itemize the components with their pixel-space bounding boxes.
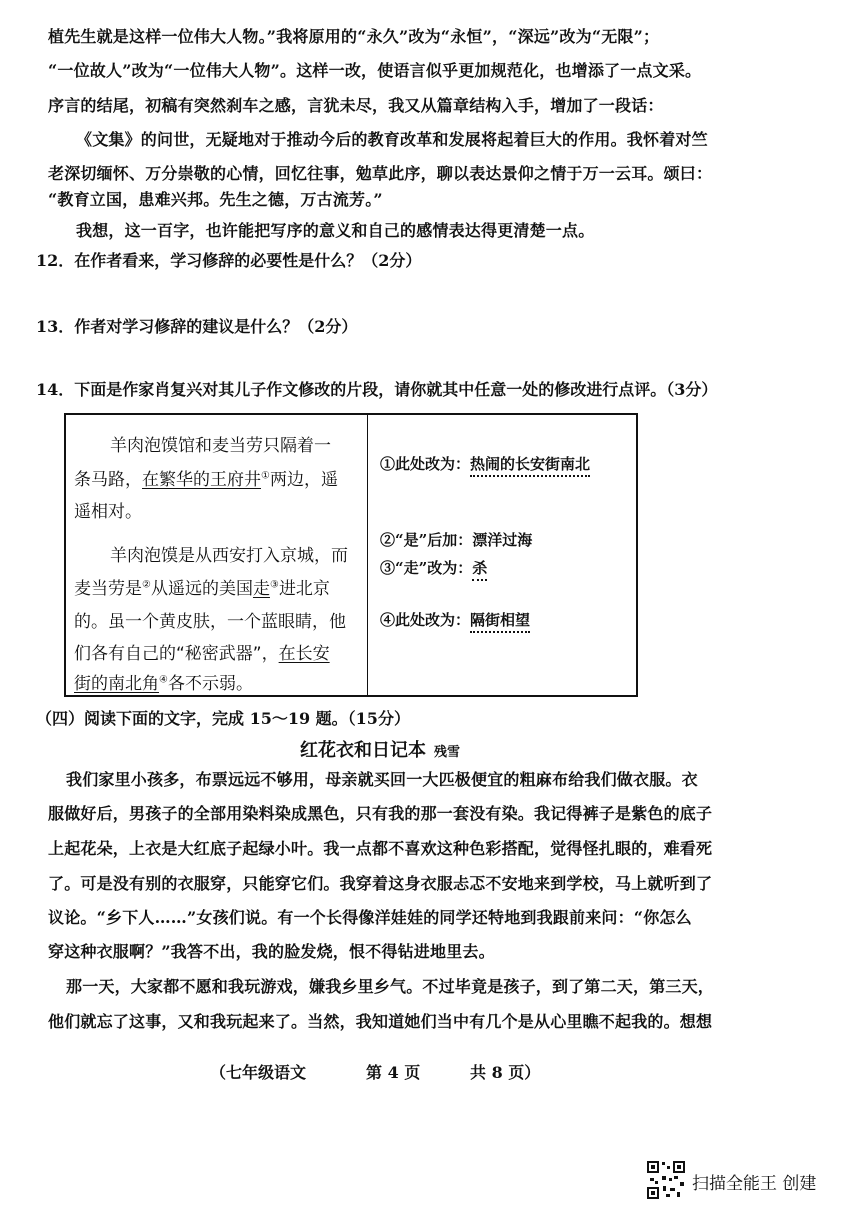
question-14: 14．下面是作家肖复兴对其儿子作文修改的片段，请你就其中任意一处的修改进行点评。（3分） [36,380,718,399]
footer-page: 第 4 页 [366,1063,421,1082]
text-line: 《文集》的问世，无疑地对于推动今后的教育改革和发展将起着巨大的作用。我怀着对竺 [76,130,708,149]
text-line: 序言的结尾，初稿有突然刹车之感，言犹未尽，我又从篇章结构入手，增加了一段话： [48,96,664,115]
essay-line: 羊肉泡馍馆和麦当劳只隔着一 [110,436,331,456]
table-divider [367,415,368,695]
essay-line: 遥相对。 [74,502,142,522]
story-line: 上起花朵，上衣是大红底子起绿小叶。我一点都不喜欢这种色彩搭配，觉得怪扎眼的，难看死 [48,839,713,858]
essay-line: 街的南北角④各不示弱。 [74,674,253,694]
essay-line: 的。虽一个黄皮肤，一个蓝眼睛，他 [74,612,346,632]
text-line: 我想，这一百字，也许能把写序的意义和自己的感情表达得更清楚一点。 [76,221,595,240]
footer-subject: （七年级语文 [210,1063,307,1082]
revision-note-4: ④此处改为：隔街相望 [380,609,530,630]
scanner-watermark: 扫描全能王 创建 [692,1174,817,1194]
story-line: 那一天，大家都不愿和我玩游戏，嫌我乡里乡气。不过毕竟是孩子，到了第二天，第三天， [66,977,715,996]
question-12: 12．在作者看来，学习修辞的必要性是什么？（2分） [36,251,422,270]
qr-code-icon [646,1160,686,1200]
section-heading: （四）阅读下面的文字，完成 15～19 题。（15分） [36,709,410,728]
story-author: 残雪 [434,745,461,760]
essay-line: 麦当劳是②从遥远的美国走③进北京 [74,579,330,599]
essay-line: 条马路，在繁华的王府井①两边，遥 [74,470,338,490]
story-title: 红花衣和日记本 残雪 [300,740,461,761]
underlined-phrase-1: 在繁华的王府井 [142,470,261,490]
story-line: 穿这种衣服啊？”我答不出，我的脸发烧，恨不得钻进地里去。 [48,942,495,961]
revision-table [64,413,638,697]
story-line: 服做好后，男孩子的全部用染料染成黑色，只有我的那一套没有染。我记得裤子是紫色的底子 [48,804,713,823]
essay-line: 们各有自己的“秘密武器”，在长安 [74,644,330,664]
text-line: 老深切缅怀、万分崇敬的心情，回忆往事，勉草此序，聊以表达景仰之情于万一云耳。颂曰： [48,164,713,183]
story-line: 了。可是没有别的衣服穿，只能穿它们。我穿着这身衣服忐忑不安地来到学校，马上就听到了 [48,874,713,893]
revision-note-3: ③“走”改为：杀 [380,557,487,578]
revision-note-1: ①此处改为：热闹的长安街南北 [380,453,590,474]
story-line: 他们就忘了这事，又和我玩起来了。当然，我知道她们当中有几个是从心里瞧不起我的。想想 [48,1012,713,1031]
revision-note-2: ②“是”后加：漂洋过海 [380,531,533,549]
text-line: “教育立国，患难兴邦。先生之德，万古流芳。” [48,190,383,209]
underlined-phrase-4: 在长安 [278,644,330,664]
essay-line: 羊肉泡馍是从西安打入京城，而 [110,546,348,566]
text-line: “一位故人”改为“一位伟大人物”。这样一改，使语言似乎更加规范化，也增添了一点文采。 [48,61,702,80]
text-line: 植先生就是这样一位伟大人物。”我将原用的“永久”改为“永恒”，“深远”改为“无限”； [48,27,660,46]
question-13: 13．作者对学习修辞的建议是什么？（2分） [36,317,358,336]
story-line: 议论。“乡下人……”女孩们说。有一个长得像洋娃娃的同学还特地到我跟前来问：“你怎么 [48,908,692,927]
footer-total: 共 8 页） [470,1063,541,1082]
story-line: 我们家里小孩多，布票远远不够用，母亲就买回一大匹极便宜的粗麻布给我们做衣服。衣 [66,770,698,789]
